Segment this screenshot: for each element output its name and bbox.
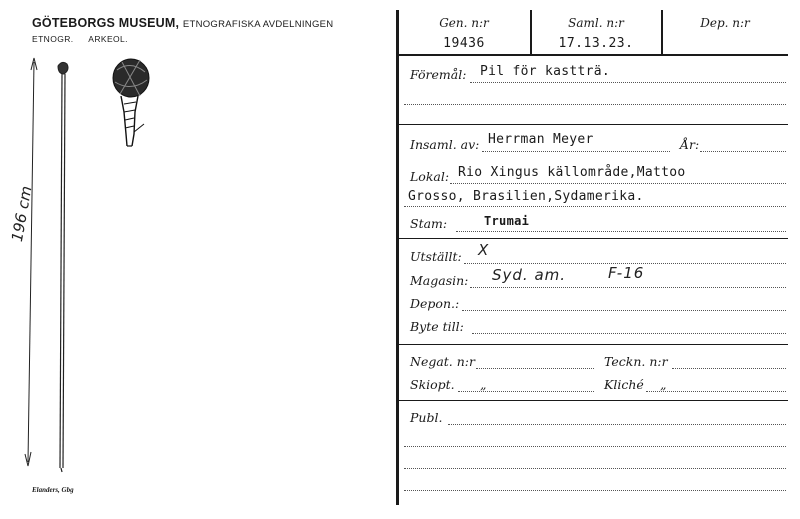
lokal-label: Lokal: bbox=[410, 169, 450, 184]
depon-label: Depon.: bbox=[410, 296, 460, 311]
depon-line bbox=[462, 310, 786, 311]
publ-line-2 bbox=[404, 446, 786, 447]
negat-line bbox=[476, 368, 594, 369]
stam-value: Trumai bbox=[484, 214, 530, 228]
kliche-ditto: „ bbox=[660, 377, 667, 392]
lokal-value-line2: Grosso, Brasilien,Sydamerika. bbox=[408, 189, 644, 204]
ar-label: År: bbox=[680, 137, 700, 152]
magasin-value: Syd. am. bbox=[492, 266, 567, 284]
gen-nr-label: Gen. n:r bbox=[439, 16, 489, 30]
foremal-value: Pil för kastträ. bbox=[480, 64, 611, 79]
stam-label: Stam: bbox=[410, 216, 448, 231]
lokal-value-line1: Rio Xingus källområde,Mattoo bbox=[458, 165, 686, 180]
magasin-line bbox=[470, 287, 786, 288]
publ-line bbox=[448, 424, 786, 425]
magasin-label: Magasin: bbox=[410, 273, 469, 288]
byte-line bbox=[472, 333, 786, 334]
stam-line bbox=[456, 231, 786, 232]
lokal-line bbox=[450, 183, 786, 184]
section-etnogr: ETNOGR. bbox=[32, 34, 74, 44]
museum-name: GÖTEBORGS MUSEUM, bbox=[32, 16, 180, 30]
skiopt-label: Skiopt. bbox=[410, 377, 455, 392]
utstallt-mark: X bbox=[478, 241, 490, 259]
saml-nr-value: 17.13.23. bbox=[558, 36, 634, 51]
skiopt-line bbox=[458, 391, 594, 392]
foremal-line-2 bbox=[404, 104, 786, 105]
arrow-head-detail bbox=[113, 59, 149, 146]
section-rule bbox=[398, 344, 788, 345]
gen-nr-value: 19436 bbox=[443, 36, 485, 51]
department-name: ETNOGRAFISKA AVDELNINGEN bbox=[182, 19, 334, 30]
insaml-value: Herrman Meyer bbox=[488, 132, 594, 147]
ar-line bbox=[700, 151, 786, 152]
utstallt-label: Utställt: bbox=[410, 249, 462, 264]
teckn-line bbox=[672, 368, 786, 369]
kliche-line bbox=[646, 391, 786, 392]
card-divider bbox=[396, 10, 399, 505]
arrow-sketch bbox=[0, 0, 396, 519]
publ-line-3 bbox=[404, 468, 786, 469]
publ-line-4 bbox=[404, 490, 786, 491]
section-rule bbox=[398, 400, 788, 401]
printer-imprint: Elanders, Gbg bbox=[32, 486, 74, 494]
insaml-label: Insaml. av: bbox=[410, 137, 480, 152]
negat-label: Negat. n:r bbox=[410, 354, 475, 369]
skiopt-ditto: „ bbox=[480, 377, 487, 392]
number-box-bottom-rule bbox=[398, 54, 788, 56]
magasin-shelf: F-16 bbox=[608, 264, 645, 282]
dep-nr-label: Dep. n:r bbox=[700, 16, 750, 30]
arrow-shaft bbox=[58, 62, 68, 472]
length-annotation: 196 cm bbox=[8, 184, 36, 244]
byte-label: Byte till: bbox=[410, 319, 464, 334]
lokal-line-2 bbox=[404, 206, 786, 207]
foremal-line bbox=[470, 82, 786, 83]
section-arkeol: ARKEOL. bbox=[88, 34, 128, 44]
saml-nr-label: Saml. n:r bbox=[568, 16, 624, 30]
publ-label: Publ. bbox=[410, 410, 443, 425]
insaml-line bbox=[482, 151, 670, 152]
foremal-label: Föremål: bbox=[410, 67, 467, 82]
number-box bbox=[398, 10, 788, 55]
teckn-label: Teckn. n:r bbox=[604, 354, 668, 369]
section-rule bbox=[398, 238, 788, 239]
measurement-line bbox=[25, 58, 37, 466]
kliche-label: Kliché bbox=[604, 377, 644, 392]
section-rule bbox=[398, 124, 788, 125]
